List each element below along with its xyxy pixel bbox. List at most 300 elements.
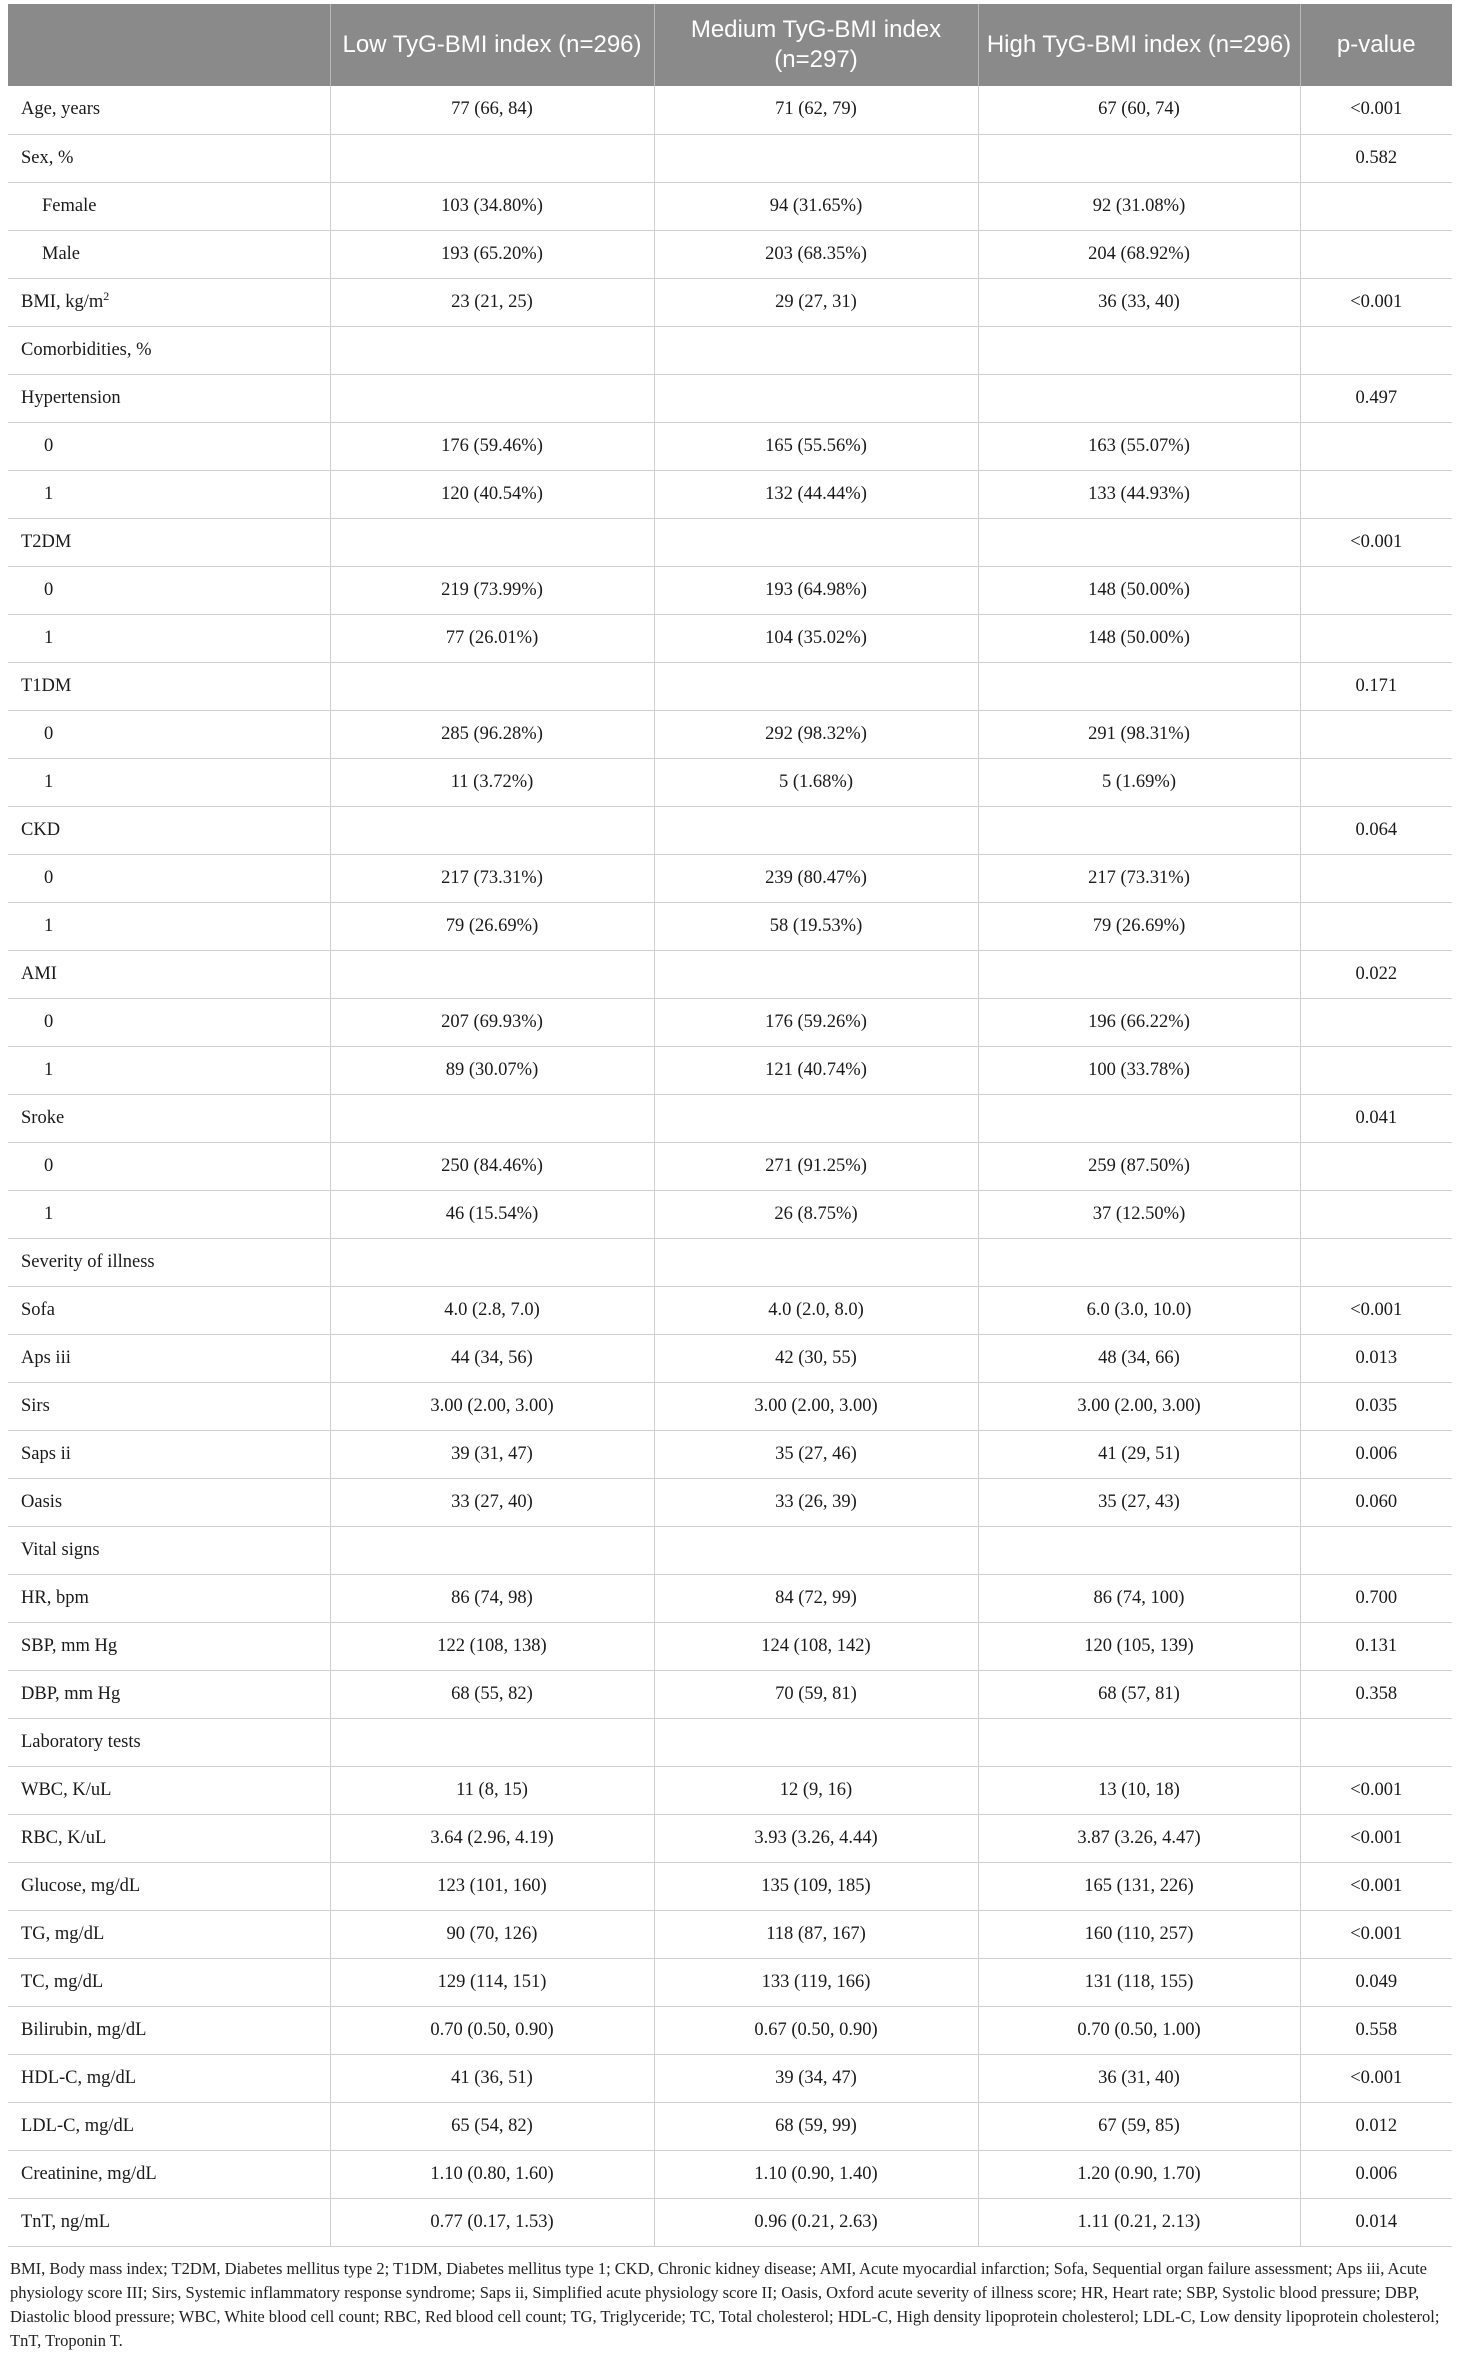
low-value-cell: 250 (84.46%) <box>330 1142 654 1190</box>
high-value-cell <box>978 134 1300 182</box>
low-value-cell: 11 (3.72%) <box>330 758 654 806</box>
table-row <box>8 2150 1452 2198</box>
high-value-cell: 196 (66.22%) <box>978 998 1300 1046</box>
p-value-cell: 0.064 <box>1300 806 1452 854</box>
row-label <box>8 614 330 662</box>
row-label <box>8 2150 330 2198</box>
table-row <box>8 854 1452 902</box>
row-label <box>8 806 330 854</box>
row-label-text: 1 <box>44 771 54 792</box>
low-value-cell: 103 (34.80%) <box>330 182 654 230</box>
table-row <box>8 2198 1452 2246</box>
low-value-cell: 41 (36, 51) <box>330 2054 654 2102</box>
row-label-text: HR, bpm <box>21 1587 89 1608</box>
row-label <box>8 1718 330 1766</box>
row-label-text: T2DM <box>21 531 72 552</box>
table-row <box>8 1670 1452 1718</box>
row-label <box>8 1478 330 1526</box>
medium-value-cell: 132 (44.44%) <box>654 470 978 518</box>
row-label-text: WBC, K/uL <box>21 1779 112 1800</box>
row-label-text: 0 <box>44 579 54 600</box>
row-label-text: TC, mg/dL <box>21 1971 104 1992</box>
low-value-cell: 4.0 (2.8, 7.0) <box>330 1286 654 1334</box>
p-value-cell: <0.001 <box>1300 518 1452 566</box>
row-label <box>8 1094 330 1142</box>
row-label-text: Sroke <box>21 1107 65 1128</box>
table-row <box>8 1478 1452 1526</box>
row-label <box>8 518 330 566</box>
medium-value-cell: 84 (72, 99) <box>654 1574 978 1622</box>
row-label <box>8 422 330 470</box>
low-value-cell: 68 (55, 82) <box>330 1670 654 1718</box>
p-value-cell <box>1300 614 1452 662</box>
table-row <box>8 2006 1452 2054</box>
medium-value-cell: 121 (40.74%) <box>654 1046 978 1094</box>
low-value-cell <box>330 662 654 710</box>
medium-value-cell: 29 (27, 31) <box>654 278 978 326</box>
table-row <box>8 1190 1452 1238</box>
high-value-cell: 92 (31.08%) <box>978 182 1300 230</box>
row-label-text: 1 <box>44 627 54 648</box>
medium-value-cell: 35 (27, 46) <box>654 1430 978 1478</box>
medium-value-cell <box>654 134 978 182</box>
row-label <box>8 1574 330 1622</box>
low-value-cell: 77 (26.01%) <box>330 614 654 662</box>
p-value-cell: 0.131 <box>1300 1622 1452 1670</box>
low-value-cell: 285 (96.28%) <box>330 710 654 758</box>
table-row <box>8 278 1452 326</box>
high-value-cell: 5 (1.69%) <box>978 758 1300 806</box>
row-label-text: Hypertension <box>21 387 121 408</box>
high-value-cell: 67 (59, 85) <box>978 2102 1300 2150</box>
low-value-cell: 90 (70, 126) <box>330 1910 654 1958</box>
row-label <box>8 1910 330 1958</box>
medium-value-cell: 203 (68.35%) <box>654 230 978 278</box>
row-label-text: Sofa <box>21 1299 55 1320</box>
medium-value-cell: 118 (87, 167) <box>654 1910 978 1958</box>
table-row <box>8 1046 1452 1094</box>
high-value-cell: 36 (31, 40) <box>978 2054 1300 2102</box>
row-label-text: Bilirubin, mg/dL <box>21 2019 147 2040</box>
high-value-cell: 291 (98.31%) <box>978 710 1300 758</box>
medium-value-cell: 71 (62, 79) <box>654 86 978 134</box>
header-row <box>8 4 1452 86</box>
table-row <box>8 758 1452 806</box>
medium-value-cell: 68 (59, 99) <box>654 2102 978 2150</box>
high-value-cell: 204 (68.92%) <box>978 230 1300 278</box>
table-row <box>8 1430 1452 1478</box>
row-label-text: 1 <box>44 1059 54 1080</box>
row-label-text: TG, mg/dL <box>21 1923 105 1944</box>
high-value-cell: 67 (60, 74) <box>978 86 1300 134</box>
header-high-tyg-bmi: High TyG-BMI index (n=296) <box>978 4 1300 86</box>
low-value-cell <box>330 374 654 422</box>
row-label <box>8 1814 330 1862</box>
row-label <box>8 1142 330 1190</box>
low-value-cell: 44 (34, 56) <box>330 1334 654 1382</box>
row-label <box>8 902 330 950</box>
table-row <box>8 134 1452 182</box>
row-label <box>8 1334 330 1382</box>
high-value-cell: 259 (87.50%) <box>978 1142 1300 1190</box>
high-value-cell: 133 (44.93%) <box>978 470 1300 518</box>
row-label-text: Age, years <box>21 99 101 120</box>
table-row <box>8 614 1452 662</box>
row-label-text: CKD <box>21 819 61 840</box>
table-body <box>8 86 1452 2246</box>
p-value-cell <box>1300 470 1452 518</box>
row-label-superscript: 2 <box>103 288 110 303</box>
low-value-cell: 3.64 (2.96, 4.19) <box>330 1814 654 1862</box>
p-value-cell <box>1300 1718 1452 1766</box>
high-value-cell: 3.00 (2.00, 3.00) <box>978 1382 1300 1430</box>
high-value-cell: 3.87 (3.26, 4.47) <box>978 1814 1300 1862</box>
table-row <box>8 86 1452 134</box>
medium-value-cell: 26 (8.75%) <box>654 1190 978 1238</box>
table-row <box>8 662 1452 710</box>
table-row <box>8 1526 1452 1574</box>
p-value-cell: <0.001 <box>1300 1862 1452 1910</box>
p-value-cell: <0.001 <box>1300 278 1452 326</box>
high-value-cell: 37 (12.50%) <box>978 1190 1300 1238</box>
medium-value-cell: 4.0 (2.0, 8.0) <box>654 1286 978 1334</box>
low-value-cell: 207 (69.93%) <box>330 998 654 1046</box>
p-value-cell: 0.497 <box>1300 374 1452 422</box>
row-label-text: Female <box>42 195 97 216</box>
low-value-cell: 89 (30.07%) <box>330 1046 654 1094</box>
row-label <box>8 134 330 182</box>
table-row <box>8 518 1452 566</box>
high-value-cell: 13 (10, 18) <box>978 1766 1300 1814</box>
p-value-cell: 0.035 <box>1300 1382 1452 1430</box>
p-value-cell: 0.558 <box>1300 2006 1452 2054</box>
low-value-cell: 217 (73.31%) <box>330 854 654 902</box>
row-label-text: DBP, mm Hg <box>21 1683 121 1704</box>
high-value-cell: 68 (57, 81) <box>978 1670 1300 1718</box>
row-label <box>8 566 330 614</box>
p-value-cell <box>1300 422 1452 470</box>
row-label <box>8 2054 330 2102</box>
row-label-text: Creatinine, mg/dL <box>21 2163 157 2184</box>
row-label <box>8 1382 330 1430</box>
row-label <box>8 950 330 998</box>
low-value-cell: 39 (31, 47) <box>330 1430 654 1478</box>
row-label-text: SBP, mm Hg <box>21 1635 118 1656</box>
header-p-value: p-value <box>1300 4 1452 86</box>
medium-value-cell: 1.10 (0.90, 1.40) <box>654 2150 978 2198</box>
row-label-text: HDL-C, mg/dL <box>21 2067 137 2088</box>
high-value-cell: 0.70 (0.50, 1.00) <box>978 2006 1300 2054</box>
row-label <box>8 1958 330 2006</box>
row-label <box>8 1430 330 1478</box>
medium-value-cell: 135 (109, 185) <box>654 1862 978 1910</box>
p-value-cell: <0.001 <box>1300 1286 1452 1334</box>
p-value-cell: 0.013 <box>1300 1334 1452 1382</box>
table-row <box>8 1382 1452 1430</box>
medium-value-cell <box>654 1094 978 1142</box>
medium-value-cell <box>654 374 978 422</box>
medium-value-cell: 176 (59.26%) <box>654 998 978 1046</box>
high-value-cell: 86 (74, 100) <box>978 1574 1300 1622</box>
low-value-cell: 65 (54, 82) <box>330 2102 654 2150</box>
low-value-cell: 219 (73.99%) <box>330 566 654 614</box>
row-label-text: BMI, kg/m <box>21 291 104 312</box>
p-value-cell <box>1300 1526 1452 1574</box>
low-value-cell: 122 (108, 138) <box>330 1622 654 1670</box>
row-label-text: Vital signs <box>21 1539 100 1560</box>
p-value-cell: <0.001 <box>1300 2054 1452 2102</box>
table-row <box>8 470 1452 518</box>
high-value-cell <box>978 518 1300 566</box>
table-row <box>8 230 1452 278</box>
high-value-cell: 148 (50.00%) <box>978 614 1300 662</box>
medium-value-cell: 292 (98.32%) <box>654 710 978 758</box>
row-label <box>8 470 330 518</box>
row-label-text: 0 <box>44 435 54 456</box>
table-row <box>8 566 1452 614</box>
row-label-text: Male <box>42 243 81 264</box>
high-value-cell <box>978 1526 1300 1574</box>
table-row <box>8 1766 1452 1814</box>
row-label-text: 0 <box>44 723 54 744</box>
row-label-text: Sirs <box>21 1395 50 1416</box>
row-label <box>8 1862 330 1910</box>
medium-value-cell: 42 (30, 55) <box>654 1334 978 1382</box>
medium-value-cell: 3.00 (2.00, 3.00) <box>654 1382 978 1430</box>
p-value-cell: <0.001 <box>1300 1814 1452 1862</box>
table-row <box>8 1334 1452 1382</box>
p-value-cell <box>1300 854 1452 902</box>
low-value-cell: 193 (65.20%) <box>330 230 654 278</box>
medium-value-cell <box>654 326 978 374</box>
row-label <box>8 1190 330 1238</box>
low-value-cell: 0.77 (0.17, 1.53) <box>330 2198 654 2246</box>
low-value-cell: 46 (15.54%) <box>330 1190 654 1238</box>
p-value-cell <box>1300 326 1452 374</box>
medium-value-cell: 70 (59, 81) <box>654 1670 978 1718</box>
p-value-cell <box>1300 1238 1452 1286</box>
low-value-cell <box>330 1718 654 1766</box>
medium-value-cell: 271 (91.25%) <box>654 1142 978 1190</box>
p-value-cell <box>1300 182 1452 230</box>
row-label <box>8 998 330 1046</box>
table-row <box>8 1142 1452 1190</box>
low-value-cell: 23 (21, 25) <box>330 278 654 326</box>
row-label-text: Severity of illness <box>21 1251 155 1272</box>
low-value-cell <box>330 1094 654 1142</box>
medium-value-cell <box>654 1238 978 1286</box>
row-label-text: 1 <box>44 483 54 504</box>
row-label-text: LDL-C, mg/dL <box>21 2115 135 2136</box>
high-value-cell <box>978 662 1300 710</box>
row-label <box>8 1238 330 1286</box>
high-value-cell: 160 (110, 257) <box>978 1910 1300 1958</box>
table-footnote: BMI, Body mass index; T2DM, Diabetes mellitus type 2; T1DM, Diabetes mellitus type 1; CKD, Chronic kidney disease; AMI, Acute myocardial infarction; Sofa, Sequential organ failure assessment; Aps iii, Acute physiology score III; Sirs, Systemic inflammatory response syndrome; Saps ii, Simplified acute physiology score II; Oasis, Oxford acute severity of illness score; HR, Heart rate; SBP, Systolic blood pressure; DBP, Diastolic blood pressure; WBC, White blood cell count; RBC, Red blood cell count; TG, Triglyceride; TC, Total cholesterol; HDL-C, High density lipoprotein cholesterol; LDL-C, Low density lipoprotein cholesterol; TnT, Troponin T. <box>10 2258 1440 2350</box>
row-label-text: Oasis <box>21 1491 63 1512</box>
row-label <box>8 710 330 758</box>
header-variable <box>8 4 330 86</box>
row-label <box>8 1766 330 1814</box>
low-value-cell: 129 (114, 151) <box>330 1958 654 2006</box>
low-value-cell: 33 (27, 40) <box>330 1478 654 1526</box>
row-label-text: Comorbidities, % <box>21 339 152 360</box>
p-value-cell: 0.006 <box>1300 1430 1452 1478</box>
low-value-cell <box>330 518 654 566</box>
high-value-cell: 35 (27, 43) <box>978 1478 1300 1526</box>
row-label <box>8 374 330 422</box>
medium-value-cell: 133 (119, 166) <box>654 1958 978 2006</box>
header-low-tyg-bmi: Low TyG-BMI index (n=296) <box>330 4 654 86</box>
p-value-cell: 0.014 <box>1300 2198 1452 2246</box>
p-value-cell <box>1300 710 1452 758</box>
row-label <box>8 1526 330 1574</box>
medium-value-cell: 193 (64.98%) <box>654 566 978 614</box>
high-value-cell: 1.20 (0.90, 1.70) <box>978 2150 1300 2198</box>
low-value-cell: 86 (74, 98) <box>330 1574 654 1622</box>
row-label <box>8 230 330 278</box>
medium-value-cell: 239 (80.47%) <box>654 854 978 902</box>
p-value-cell <box>1300 1190 1452 1238</box>
table-row <box>8 1238 1452 1286</box>
high-value-cell: 131 (118, 155) <box>978 1958 1300 2006</box>
high-value-cell: 41 (29, 51) <box>978 1430 1300 1478</box>
row-label-text: Saps ii <box>21 1443 71 1464</box>
p-value-cell <box>1300 902 1452 950</box>
high-value-cell: 79 (26.69%) <box>978 902 1300 950</box>
table-row <box>8 1814 1452 1862</box>
p-value-cell: 0.012 <box>1300 2102 1452 2150</box>
low-value-cell <box>330 1526 654 1574</box>
header-medium-tyg-bmi: Medium TyG-BMI index (n=297) <box>654 4 978 86</box>
high-value-cell: 148 (50.00%) <box>978 566 1300 614</box>
row-label <box>8 1670 330 1718</box>
row-label-text: Sex, % <box>21 147 74 168</box>
low-value-cell <box>330 806 654 854</box>
p-value-cell: <0.001 <box>1300 86 1452 134</box>
p-value-cell: <0.001 <box>1300 1766 1452 1814</box>
row-label <box>8 182 330 230</box>
low-value-cell <box>330 134 654 182</box>
table-row <box>8 422 1452 470</box>
table-row <box>8 326 1452 374</box>
low-value-cell: 77 (66, 84) <box>330 86 654 134</box>
table-row <box>8 710 1452 758</box>
low-value-cell: 123 (101, 160) <box>330 1862 654 1910</box>
row-label <box>8 1622 330 1670</box>
low-value-cell <box>330 326 654 374</box>
row-label-text: 0 <box>44 1011 54 1032</box>
row-label <box>8 854 330 902</box>
table-row <box>8 2102 1452 2150</box>
p-value-cell <box>1300 566 1452 614</box>
row-label <box>8 86 330 134</box>
medium-value-cell: 12 (9, 16) <box>654 1766 978 1814</box>
row-label-text: 0 <box>44 867 54 888</box>
table-row <box>8 1286 1452 1334</box>
row-label <box>8 2102 330 2150</box>
medium-value-cell: 58 (19.53%) <box>654 902 978 950</box>
high-value-cell <box>978 326 1300 374</box>
medium-value-cell: 94 (31.65%) <box>654 182 978 230</box>
row-label-text: 0 <box>44 1155 54 1176</box>
table-row <box>8 1622 1452 1670</box>
high-value-cell: 165 (131, 226) <box>978 1862 1300 1910</box>
high-value-cell <box>978 374 1300 422</box>
table-row <box>8 182 1452 230</box>
table-row <box>8 806 1452 854</box>
low-value-cell <box>330 1238 654 1286</box>
medium-value-cell <box>654 950 978 998</box>
table-row <box>8 950 1452 998</box>
p-value-cell <box>1300 998 1452 1046</box>
medium-value-cell: 5 (1.68%) <box>654 758 978 806</box>
high-value-cell <box>978 1094 1300 1142</box>
row-label-text: T1DM <box>21 675 72 696</box>
row-label-text: 1 <box>44 915 54 936</box>
row-label-text: AMI <box>21 963 57 984</box>
high-value-cell: 163 (55.07%) <box>978 422 1300 470</box>
p-value-cell <box>1300 1046 1452 1094</box>
table-row <box>8 902 1452 950</box>
row-label <box>8 1046 330 1094</box>
row-label-text: Aps iii <box>21 1347 71 1368</box>
p-value-cell: 0.049 <box>1300 1958 1452 2006</box>
table-row <box>8 1910 1452 1958</box>
row-label-text: Glucose, mg/dL <box>21 1875 141 1896</box>
row-label-text: Laboratory tests <box>21 1731 141 1752</box>
row-label <box>8 2198 330 2246</box>
table-row <box>8 1574 1452 1622</box>
medium-value-cell: 0.96 (0.21, 2.63) <box>654 2198 978 2246</box>
row-label <box>8 2006 330 2054</box>
table-row <box>8 1958 1452 2006</box>
row-label-text: TnT, ng/mL <box>21 2211 111 2232</box>
low-value-cell: 0.70 (0.50, 0.90) <box>330 2006 654 2054</box>
table-container <box>8 4 1452 2353</box>
high-value-cell <box>978 806 1300 854</box>
p-value-cell: 0.582 <box>1300 134 1452 182</box>
p-value-cell: 0.358 <box>1300 1670 1452 1718</box>
low-value-cell: 11 (8, 15) <box>330 1766 654 1814</box>
low-value-cell: 79 (26.69%) <box>330 902 654 950</box>
table-row <box>8 2054 1452 2102</box>
low-value-cell: 3.00 (2.00, 3.00) <box>330 1382 654 1430</box>
p-value-cell: <0.001 <box>1300 1910 1452 1958</box>
high-value-cell <box>978 950 1300 998</box>
medium-value-cell <box>654 1526 978 1574</box>
medium-value-cell: 0.67 (0.50, 0.90) <box>654 2006 978 2054</box>
table-header <box>8 4 1452 86</box>
table-row <box>8 998 1452 1046</box>
medium-value-cell <box>654 806 978 854</box>
p-value-cell: 0.022 <box>1300 950 1452 998</box>
p-value-cell: 0.700 <box>1300 1574 1452 1622</box>
row-label <box>8 1286 330 1334</box>
table-row <box>8 374 1452 422</box>
p-value-cell: 0.060 <box>1300 1478 1452 1526</box>
baseline-characteristics-table <box>8 4 1452 2247</box>
table-row <box>8 1718 1452 1766</box>
row-label <box>8 326 330 374</box>
p-value-cell <box>1300 758 1452 806</box>
p-value-cell: 0.006 <box>1300 2150 1452 2198</box>
low-value-cell <box>330 950 654 998</box>
low-value-cell: 1.10 (0.80, 1.60) <box>330 2150 654 2198</box>
p-value-cell: 0.171 <box>1300 662 1452 710</box>
table-row <box>8 1094 1452 1142</box>
high-value-cell <box>978 1238 1300 1286</box>
low-value-cell: 120 (40.54%) <box>330 470 654 518</box>
